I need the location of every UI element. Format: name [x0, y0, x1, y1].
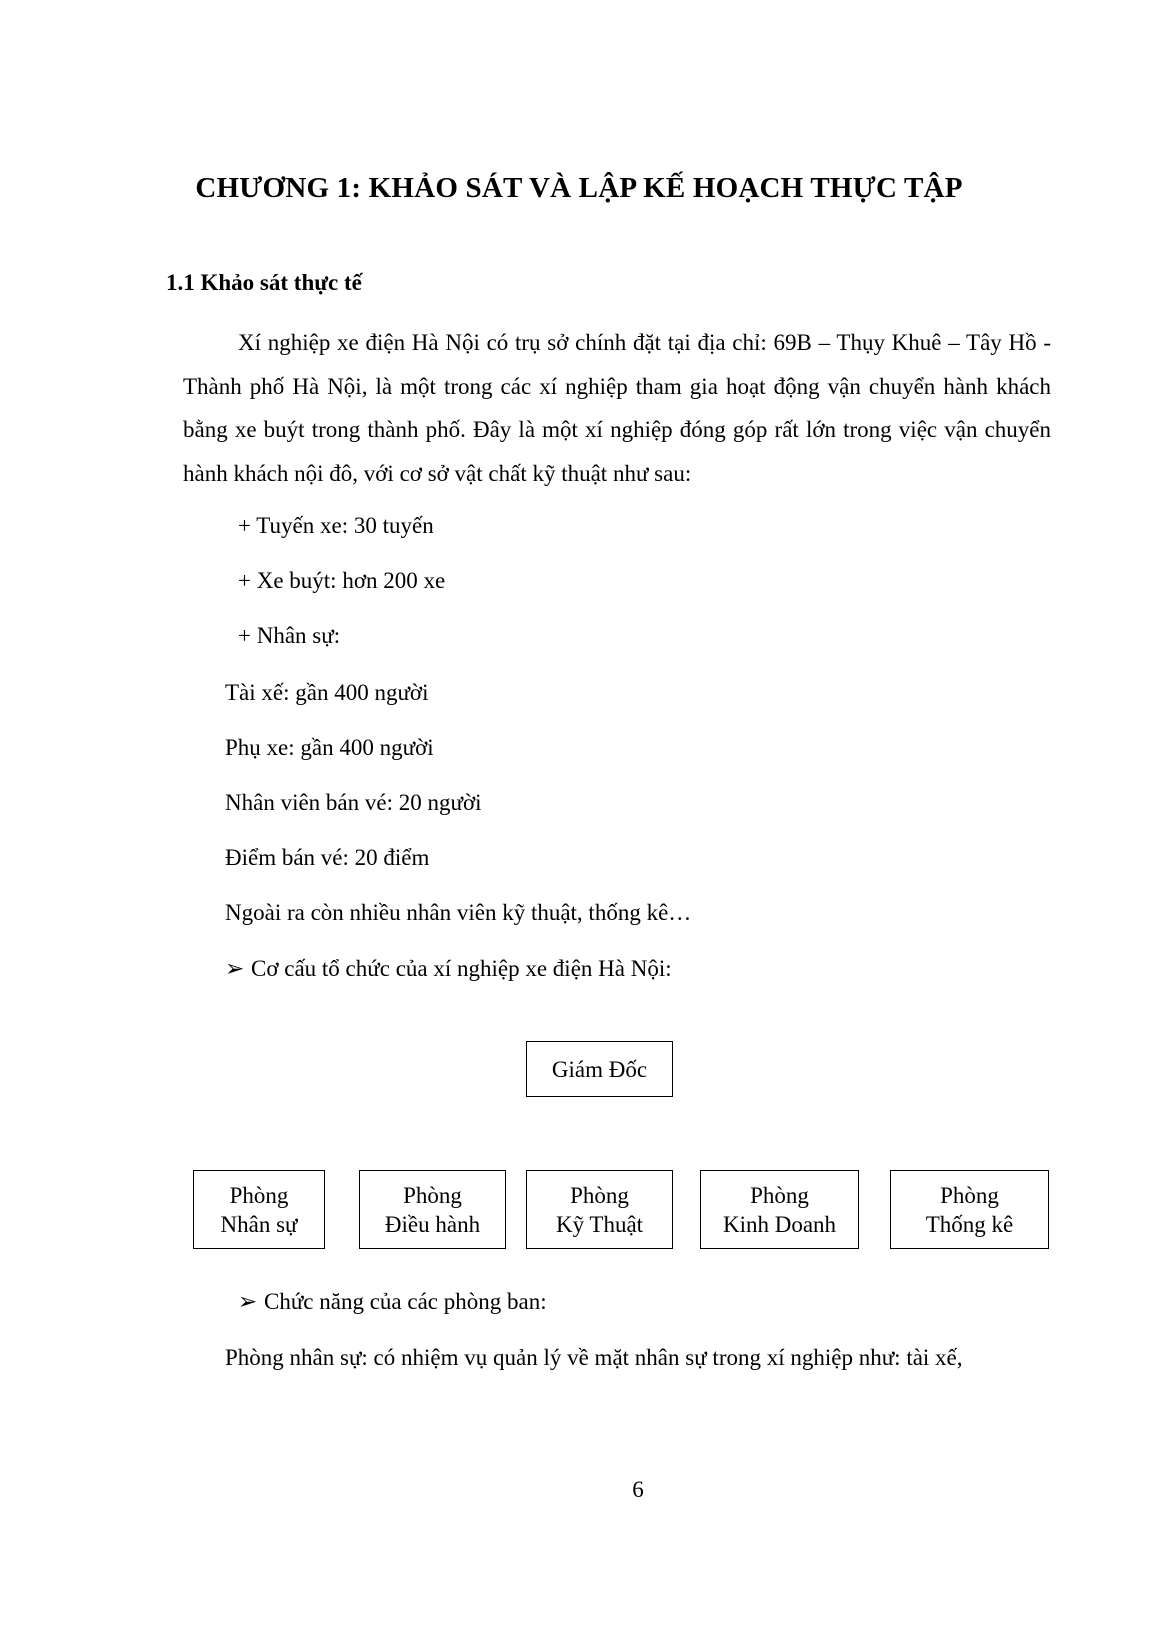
- staff-others: Ngoài ra còn nhiều nhân viên kỹ thuật, thống kê…: [225, 900, 692, 925]
- org-box-label-line1: Phòng: [750, 1182, 809, 1208]
- org-box-label-line2: Kỹ Thuật: [555, 1211, 644, 1237]
- org-box-department: [359, 1170, 506, 1249]
- arrowhead-bullet-icon: ➢: [225, 956, 245, 981]
- staff-assistants: Phụ xe: gần 400 người: [225, 735, 434, 760]
- staff-ticket-points: Điểm bán vé: 20 điểm: [225, 845, 430, 870]
- functions-heading-text: Chức năng của các phòng ban:: [264, 1289, 547, 1314]
- bullet-staff: + Nhân sự:: [238, 623, 341, 648]
- org-box-department: [526, 1170, 673, 1249]
- section-heading: 1.1 Khảo sát thực tế: [166, 270, 362, 295]
- chapter-title: CHƯƠNG 1: KHẢO SÁT VÀ LẬP KẾ HOẠCH THỰC TẬP: [195, 172, 963, 204]
- org-box-director: [526, 1041, 673, 1097]
- page-number: 6: [632, 1477, 644, 1502]
- bullet-buses: + Xe buýt: hơn 200 xe: [238, 568, 446, 593]
- org-box-label-line2: Nhân sự: [220, 1211, 298, 1237]
- org-box-department: [700, 1170, 859, 1249]
- org-box-department: [193, 1170, 325, 1249]
- functions-heading: [238, 1289, 547, 1315]
- org-box-label-line2: Thống kê: [925, 1211, 1014, 1237]
- staff-drivers: Tài xế: gần 400 người: [225, 680, 429, 705]
- hr-function-text: Phòng nhân sự: có nhiệm vụ quản lý về mặt nhân sự trong xí nghiệp như: tài xế,: [225, 1345, 963, 1370]
- org-box-label-line1: Phòng: [229, 1182, 289, 1208]
- org-structure-heading: [225, 956, 672, 982]
- org-box-label-line1: Phòng: [403, 1182, 462, 1208]
- org-box-label-line1: Phòng: [570, 1182, 629, 1208]
- bullet-routes: + Tuyến xe: 30 tuyến: [238, 513, 434, 538]
- intro-paragraph: Xí nghiệp xe điện Hà Nội có trụ sở chính đặt tại địa chỉ: 69B – Thụy Khuê – Tây Hồ - Thành phố Hà Nội, là một trong các xí nghiệp tham gia hoạt động vận chuyển hành khách bằng xe buýt trong thành phố. Đây là một xí nghiệp đóng góp rất lớn trong việc vận chuyển hành khách nội đô, với cơ sở vật chất kỹ thuật như sau:: [183, 330, 1051, 486]
- org-box-department: [890, 1170, 1049, 1249]
- arrowhead-bullet-icon: ➢: [238, 1289, 258, 1314]
- org-structure-heading-text: Cơ cấu tổ chức của xí nghiệp xe điện Hà Nội:: [251, 956, 672, 981]
- org-box-label-line2: Kinh Doanh: [722, 1211, 837, 1237]
- org-box-label-line1: Phòng: [940, 1182, 999, 1208]
- staff-ticket-sellers: Nhân viên bán vé: 20 người: [225, 790, 482, 815]
- org-box-director-label: Giám Đốc: [551, 1056, 648, 1082]
- org-box-label-line2: Điều hành: [384, 1211, 481, 1237]
